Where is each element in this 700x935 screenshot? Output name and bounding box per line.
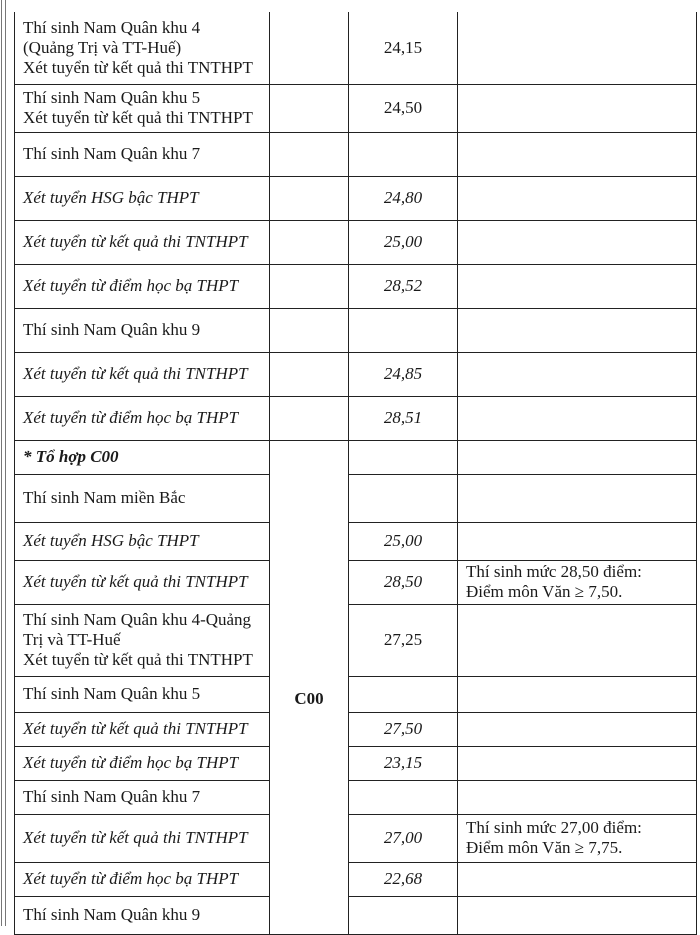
row-label [15, 780, 270, 814]
row-label-line: Xét tuyển từ kết quả thi TNTHPT [23, 572, 248, 591]
row-label-line: Xét tuyển từ điểm học bạ THPT [23, 408, 239, 427]
row-label-line: Xét tuyển từ kết quả thi TNTHPT [23, 828, 248, 847]
score-cell: 27,00 [349, 814, 458, 862]
table-row [15, 862, 697, 896]
note-line: Điểm môn Văn ≥ 7,50. [466, 582, 623, 601]
row-label-line: Thí sinh Nam Quân khu 7 [23, 787, 201, 806]
table-row [15, 712, 697, 746]
row-label-line: Xét tuyển từ kết quả thi TNTHPT [23, 364, 248, 383]
note-cell [458, 84, 697, 132]
group-code-cell [270, 396, 349, 440]
row-label [15, 220, 270, 264]
note-cell [458, 396, 697, 440]
score-cell [349, 896, 458, 934]
row-label-line: Thí sinh Nam Quân khu 5 [23, 684, 201, 703]
note-line: Thí sinh mức 27,00 điểm: [466, 818, 642, 837]
row-label-line: Thí sinh Nam Quân khu 9 [23, 905, 201, 924]
score-cell [349, 474, 458, 522]
table-row [15, 814, 697, 862]
row-label [15, 176, 270, 220]
note-cell [458, 814, 697, 862]
table-row [15, 220, 697, 264]
row-label [15, 352, 270, 396]
table-row [15, 676, 697, 712]
page-edge [1, 0, 6, 926]
row-label [15, 522, 270, 560]
score-cell: 25,00 [349, 522, 458, 560]
row-label-line: * Tổ hợp C00 [23, 447, 119, 466]
table-row [15, 176, 697, 220]
score-cell [349, 440, 458, 474]
note-cell [458, 604, 697, 676]
row-label-line: Xét tuyển từ kết quả thi TNTHPT [23, 232, 248, 251]
table-row [15, 440, 697, 474]
note-cell [458, 712, 697, 746]
score-cell: 24,15 [349, 12, 458, 84]
table-row [15, 308, 697, 352]
note-line: Điểm môn Văn ≥ 7,75. [466, 838, 623, 857]
row-label-line: Xét tuyển từ kết quả thi TNTHPT [23, 719, 248, 738]
score-cell [349, 308, 458, 352]
group-code-cell [270, 352, 349, 396]
group-code-cell [270, 132, 349, 176]
row-label [15, 604, 270, 676]
row-label [15, 12, 270, 84]
row-label-line: Xét tuyển từ kết quả thi TNTHPT [23, 57, 253, 77]
row-label [15, 264, 270, 308]
note-cell [458, 264, 697, 308]
score-cell [349, 676, 458, 712]
row-label [15, 746, 270, 780]
score-cell: 25,00 [349, 220, 458, 264]
note-cell [458, 780, 697, 814]
score-cell: 27,50 [349, 712, 458, 746]
table-row [15, 84, 697, 132]
group-code-label: C00 [294, 688, 324, 708]
note-cell [458, 676, 697, 712]
row-label [15, 814, 270, 862]
table-row [15, 522, 697, 560]
group-code-cell [270, 264, 349, 308]
row-label [15, 84, 270, 132]
group-code-cell [270, 12, 349, 84]
row-label [15, 712, 270, 746]
row-label-line: Thí sinh Nam Quân khu 7 [23, 144, 201, 163]
score-cell [349, 780, 458, 814]
group-code-cell [270, 440, 349, 934]
row-label [15, 560, 270, 604]
table-row [15, 396, 697, 440]
row-label-line: Thí sinh Nam Quân khu 5 [23, 88, 201, 107]
table-row [15, 746, 697, 780]
note-cell [458, 896, 697, 934]
row-label [15, 676, 270, 712]
note-cell [458, 132, 697, 176]
row-label [15, 474, 270, 522]
note-cell [458, 440, 697, 474]
note-cell [458, 560, 697, 604]
note-cell [458, 176, 697, 220]
row-label [15, 396, 270, 440]
score-cell: 23,15 [349, 746, 458, 780]
row-label [15, 132, 270, 176]
table-row [15, 560, 697, 604]
table-row [15, 780, 697, 814]
row-label-line: Xét tuyển từ điểm học bạ THPT [23, 869, 239, 888]
score-cell: 28,52 [349, 264, 458, 308]
row-label-line: Thí sinh Nam Quân khu 4 [23, 17, 201, 37]
row-label [15, 440, 270, 474]
row-label-line: Xét tuyển từ điểm học bạ THPT [23, 753, 239, 772]
group-code-cell [270, 84, 349, 132]
group-code-cell [270, 176, 349, 220]
note-cell [458, 862, 697, 896]
table-row [15, 264, 697, 308]
score-cell: 22,68 [349, 862, 458, 896]
row-label-line: (Quảng Trị và TT-Huế) [23, 37, 182, 57]
row-label [15, 896, 270, 934]
note-cell [458, 522, 697, 560]
score-cell: 24,85 [349, 352, 458, 396]
row-label-line: Trị và TT-Huế [23, 630, 121, 649]
row-label-line: Xét tuyển từ kết quả thi TNTHPT [23, 650, 253, 669]
row-label [15, 308, 270, 352]
score-cell: 24,50 [349, 84, 458, 132]
group-code-cell [270, 308, 349, 352]
table-row [15, 352, 697, 396]
note-cell [458, 746, 697, 780]
row-label-line: Thí sinh Nam Quân khu 9 [23, 320, 201, 339]
table-row [15, 474, 697, 522]
score-cell [349, 132, 458, 176]
score-cell: 28,50 [349, 560, 458, 604]
row-label-line: Xét tuyển từ kết quả thi TNTHPT [23, 108, 253, 127]
note-cell [458, 352, 697, 396]
table-row [15, 132, 697, 176]
note-cell [458, 12, 697, 84]
note-cell [458, 308, 697, 352]
row-label [15, 862, 270, 896]
row-label-line: Thí sinh Nam miền Bắc [23, 488, 186, 507]
row-label-line: Xét tuyển HSG bậc THPT [23, 531, 199, 550]
row-label-line: Xét tuyển HSG bậc THPT [23, 188, 199, 207]
note-cell [458, 220, 697, 264]
table-row [15, 896, 697, 934]
admission-score-table [14, 12, 697, 935]
note-line: Thí sinh mức 28,50 điểm: [466, 562, 642, 581]
note-cell [458, 474, 697, 522]
score-cell: 24,80 [349, 176, 458, 220]
row-label-line: Thí sinh Nam Quân khu 4-Quảng [23, 610, 252, 629]
group-code-cell [270, 220, 349, 264]
score-cell: 28,51 [349, 396, 458, 440]
table-row [15, 604, 697, 676]
row-label-line: Xét tuyển từ điểm học bạ THPT [23, 276, 239, 295]
table-row [15, 12, 697, 84]
score-cell: 27,25 [349, 604, 458, 676]
